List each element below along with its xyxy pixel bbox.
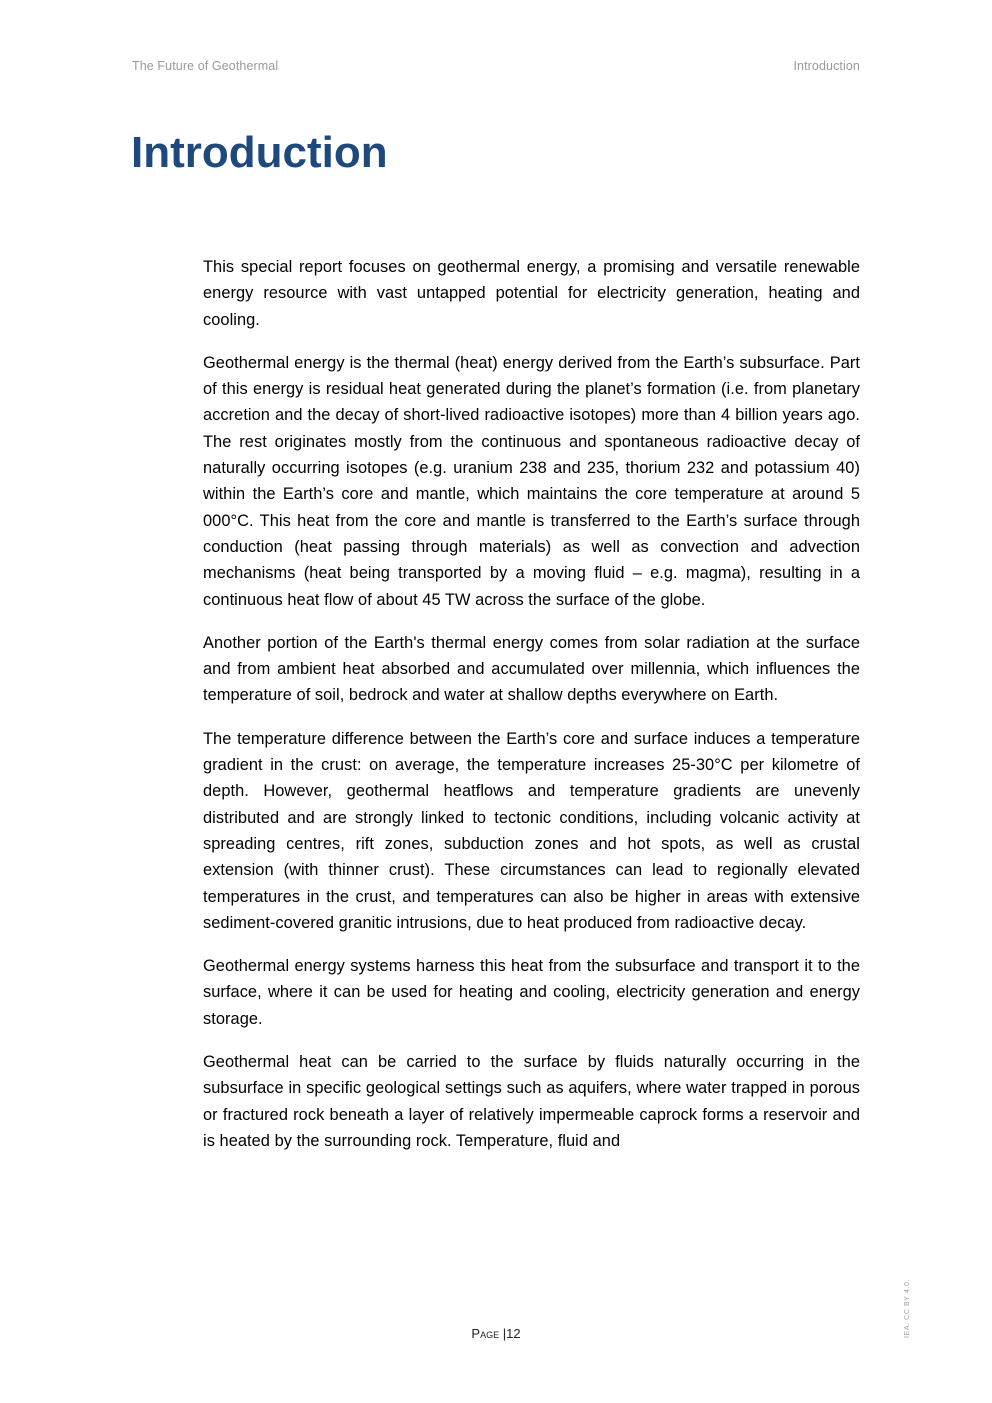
- paragraph: Geothermal energy is the thermal (heat) energy derived from the Earth’s subsurface. Part of this energy is residual heat generated during the planet’s formation (i.e. from planetary accretion and the decay of short-lived radioactive isotopes) more than 4 billion years ago. The rest originates mostly from the continuous and spontaneous radioactive decay of naturally occurring isotopes (e.g. uranium 238 and 235, thorium 232 and potassium 40) within the Earth’s core and mantle, which maintains the core temperature at around 5 000°C. This heat from the core and mantle is transferred to the Earth’s surface through conduction (heat passing through materials) as well as convection and advection mechanisms (heat being transported by a moving fluid – e.g. magma), resulting in a continuous heat flow of about 45 TW across the surface of the globe.: [203, 353, 860, 609]
- paragraph: Geothermal heat can be carried to the surface by fluids naturally occurring in the subsurface in specific geological settings such as aquifers, where water trapped in porous or fractured rock beneath a layer of relatively impermeable caprock forms a reservoir and is heated by the surrounding rock. Temperature, fluid and: [203, 1053, 860, 1150]
- page-number: [0, 1326, 992, 1341]
- page-number-value: 12: [506, 1326, 521, 1341]
- paragraph: This special report focuses on geothermal energy, a promising and versatile renewable energy resource with vast untapped potential for electricity generation, heating and cooling.: [203, 258, 860, 329]
- page-title: Introduction: [131, 128, 388, 177]
- body-text: [203, 254, 860, 1171]
- running-header-title: The Future of Geothermal: [132, 59, 279, 73]
- paragraph: Another portion of the Earth's thermal energy comes from solar radiation at the surface and from ambient heat absorbed and accumulated over millennia, which influences the temperature of soil, bedrock and water at shallow depths everywhere on Earth.: [203, 633, 860, 705]
- paragraph: The temperature difference between the Earth’s core and surface induces a temperature gradient in the crust: on average, the temperature increases 25-30°C per kilometre of depth. However, geothermal heatflows and temperature gradients are unevenly distributed and are strongly linked to tectonic conditions, including volcanic activity at spreading centres, rift zones, subduction zones and hot spots, as well as crustal extension (with thinner crust). These circumstances can lead to regionally elevated temperatures in the crust, and temperatures can also be higher in areas with extensive sediment-covered granitic intrusions, due to heat produced from radioactive decay.: [203, 729, 860, 932]
- paragraph: Geothermal energy systems harness this heat from the subsurface and transport it to the surface, where it can be used for heating and cooling, electricity generation and energy storage.: [203, 957, 860, 1028]
- page-separator: |: [502, 1326, 507, 1341]
- page-label: Page: [471, 1326, 500, 1341]
- running-header-section: Introduction: [793, 59, 860, 73]
- license-notice: IEA. CC BY 4.0.: [904, 1278, 911, 1338]
